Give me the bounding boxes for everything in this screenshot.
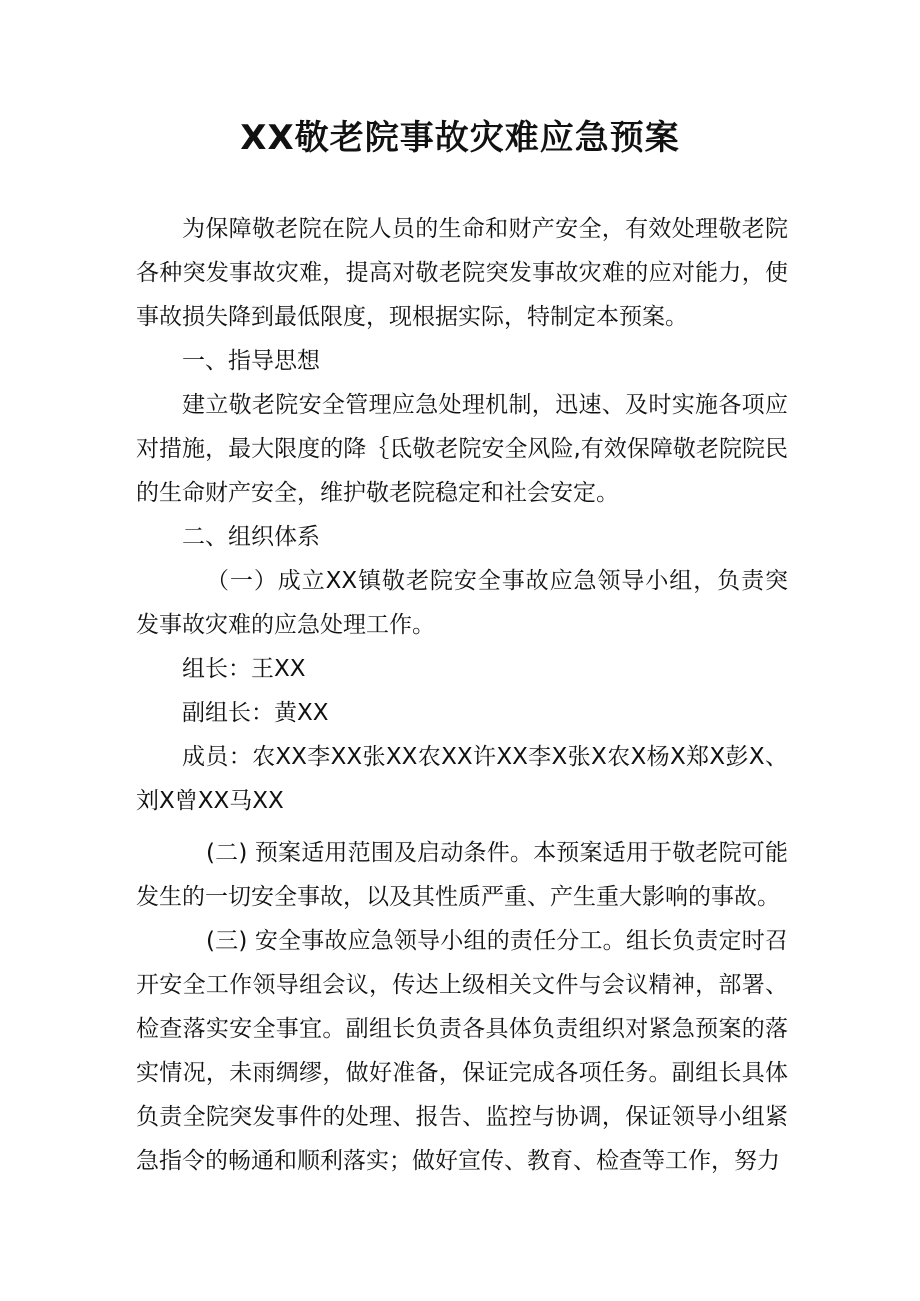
- document-body: [136, 207, 788, 1183]
- document-title: XX敬老院事故灾难应急预案: [240, 118, 680, 158]
- paragraph-guiding-principle: 建立敬老院安全管理应急处理机制，迅速、及时实施各项应对措施，最大限度的降｛氐敬老院安全风险,有效保障敬老院院民的生命财产安全，维护敬老院稳定和社会安定。: [136, 392, 788, 506]
- paragraph-intro: 为保障敬老院在院人员的生命和财产安全，有效处理敬老院各种突发事故灾难，提高对敬老院突发事故灾难的应对能力，使事故损失降到最低限度，现根据实际，特制定本预案。: [136, 216, 788, 330]
- paragraph-members: 成员：农XX李XX张XX农XX许XX李X张X农X杨X郑X彭X、刘X曾XX马XX: [136, 744, 788, 814]
- paragraph-leader: 组长：王XX: [182, 656, 306, 682]
- heading-guiding-principle: 一、指导思想: [182, 348, 320, 374]
- paragraph-organization-2: (二) 预案适用范围及启动条件。本预案适用于敬老院可能发生的一切安全事故，以及其性质严重、产生重大影响的事故。: [136, 840, 788, 910]
- paragraph-organization-3: (三) 安全事故应急领导小组的责任分工。组长负责定时召开安全工作领导组会议，传达上级相关文件与会议精神，部署、检查落实安全事宜。副组长负责各具体负责组织对紧急预案的落实情况，未雨绸缪，做好准备，保证完成各项任务。副组长具体负责全院突发事件的处理、报告、监控与协调，保证领导小组紧急指令的畅通和顺利落实；做好宣传、教育、检查等工作，努力: [136, 928, 788, 1174]
- paragraph-deputy-leader: 副组长：黄XX: [182, 700, 329, 726]
- paragraph-organization-1: （一）成立XX镇敬老院安全事故应急领导小组，负责突发事故灾难的应急处理工作。: [136, 568, 788, 638]
- heading-organization: 二、组织体系: [182, 524, 320, 550]
